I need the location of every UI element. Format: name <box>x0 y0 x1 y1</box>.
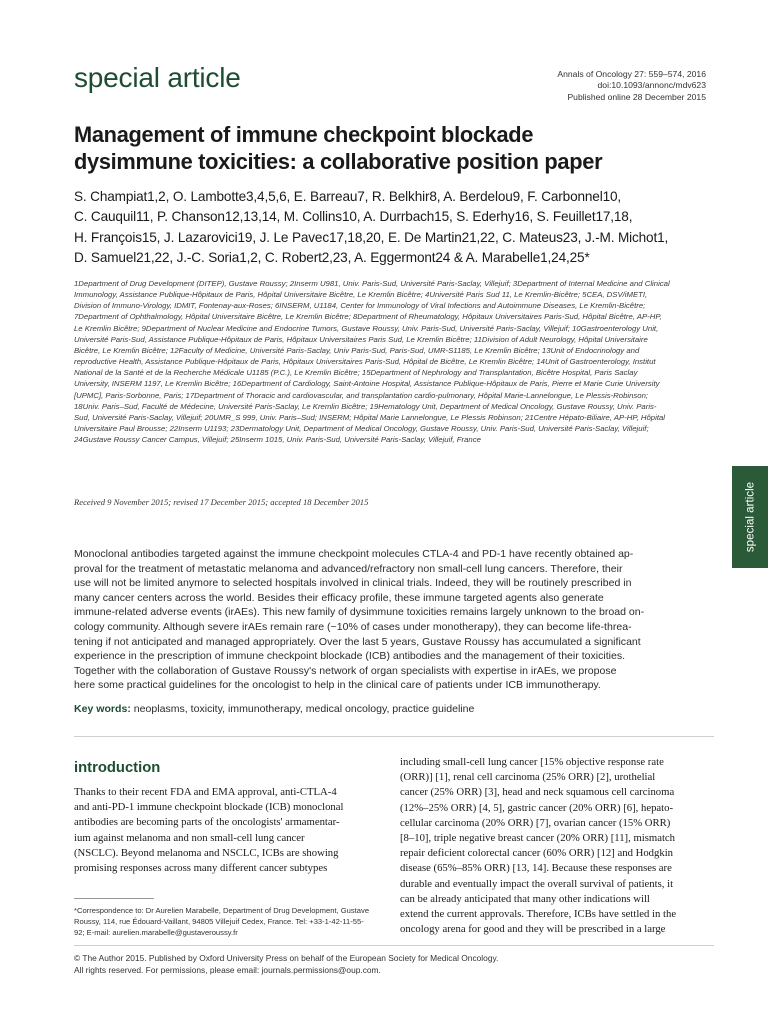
body-line: (ORR)] [1], renal cell carcinoma (25% ORR) [2], urothelial <box>400 771 656 784</box>
affiliation-line: Sud, Université Paris-Saclay, Villejuif; 20UMR_S 999, Univ. Paris–Sud; INSERM; Hôpital Marie Lannelongue, Le Plessis Robinson; 21Centre Hépato-Biliaire, AP-HP, Hôpital <box>74 412 666 422</box>
author-line: H. François15, J. Lazarovici19, J. Le Pavec17,18,20, E. De Martin21,22, C. Mateus23, J.-M. Michot1, <box>74 229 669 245</box>
body-line: promising responses across many different cancer subtypes <box>74 862 328 875</box>
abstract-line: tening if not anticipated and managed appropriately. Over the last 5 years, Gustave Roussy has accumulated a significant <box>74 635 641 648</box>
affiliation-line: 18Univ. Paris–Sud, Faculté de Médecine, Université Paris-Saclay, Le Kremlin Bicêtre; 19Hematology Unit, Department of Medical Oncology, Gustave Roussy, Univ. Paris- <box>74 401 657 411</box>
abstract-line: proval for the treatment of metastatic melanoma and advanced/refractory non small-cell lung cancers. Therefore, their <box>74 562 623 575</box>
body-line: extend the current approvals. Therefore, ICBs have settled in the <box>400 908 677 921</box>
keywords-label: Key words: <box>74 703 131 715</box>
body-line: (12%–25% ORR) [4, 5], gastric cancer (20% ORR) [6], hepato- <box>400 801 674 814</box>
affiliation-line: National de la Santé et de la Recherche Médicale U1185 (P.C.), Le Kremlin Bicêtre; 15Department of Nephrology and Transplantation, Bicêtre Hospital, Paris Saclay <box>74 368 638 378</box>
affiliation-line: [UPMC], Paris-Sorbonne, Paris; 17Department of Thoracic and cardiovascular, and transplantation cardio-pulmonary, Hôpital Marie-Lannelongue, Le Plessis-Robinson; <box>74 390 649 400</box>
footnote-line: *Correspondence to: Dr Aurelien Marabelle, Department of Drug Development, Gustave <box>74 906 370 915</box>
footnote-divider <box>74 898 154 899</box>
affiliation-line: University, INSERM 1197, Le Kremlin Bicêtre; 16Department of Cardiology, Saint-Antoine Hospital, Assistance Publique-Hôpitaux de Paris, Pierre et Marie Curie University <box>74 379 660 389</box>
abstract-line: immune-related adverse events (irAEs). This new family of dysimmune toxicities remains largely unknown to the broad on- <box>74 606 645 619</box>
affiliation-line: Bicêtre, Le Kremlin Bicêtre; 12Faculty of Medicine, Université Paris-Saclay, Univ Paris-Sud, Paris-Sud, UMR-S1185, Le Kremlin Bicêtre; 13Unit of Endocrinology and <box>74 345 640 355</box>
received-dates: Received 9 November 2015; revised 17 December 2015; accepted 18 December 2015 <box>74 497 369 507</box>
affiliation-line: Immunology, Assistance Publique-Hôpitaux de Paris, Hôpital Universitaire Bicêtre, Le Kremlin Bicêtre; 4Université Paris Sud 11, Le Kremlin-Bicêtre; 5CEA, DSV/iMETI, <box>74 290 648 300</box>
side-tab-label: special article <box>743 481 757 553</box>
footnote-line: 92; E-mail: aurelien.marabelle@gustaveroussy.fr <box>74 928 238 938</box>
copyright-notice <box>74 952 714 977</box>
body-column-left <box>74 785 382 876</box>
abstract-line: use will not be limited anymore to selected hospitals involved in clinical trials. Indeed, they will be routinely prescribed in <box>74 577 632 590</box>
affiliation-line: reproductive Health, Assistance Publique-Hôpitaux de Paris, Hôpitaux Universitaires Paris-Sud, Hôpital de Bicêtre, Le Kremlin Bicêtre; 14Unit of Gastroenterology, Institut <box>74 357 656 367</box>
footer-divider <box>74 945 714 946</box>
abstract-line: experience in the prescription of immune checkpoint blockade (ICB) antibodies and the management of their toxicities. <box>74 650 626 663</box>
body-line: [8–10], triple negative breast cancer (20% ORR) [11], mismatch <box>400 832 676 845</box>
author-line: C. Cauquil11, P. Chanson12,13,14, M. Collins10, A. Durrbach15, S. Ederhy16, S. Feuillet17,18, <box>74 209 633 225</box>
body-line: including small-cell lung cancer [15% objective response rate <box>400 756 664 768</box>
author-line: S. Champiat1,2, O. Lambotte3,4,5,6, E. Barreau7, R. Belkhir8, A. Berdelou9, F. Carbonnel10, <box>74 189 622 204</box>
correspondence-footnote <box>74 905 382 939</box>
affiliation-line: 1Department of Drug Development (DITEP), Gustave Roussy; 2Inserm U981, Univ. Paris-Sud, Université Paris-Saclay, Villejuif; 3Department of Internal Medicine and Clinical <box>74 279 670 288</box>
body-line: cancer (25% ORR) [3], head and neck squamous cell carcinoma <box>400 786 675 799</box>
body-line: ium against melanoma and non small-cell lung cancer <box>74 831 305 844</box>
side-tab <box>732 466 768 568</box>
body-line: oncology arena for good and they will be prescribed in a large <box>400 923 666 936</box>
abstract <box>74 547 714 693</box>
author-line: D. Samuel21,22, J.-C. Soria1,2, C. Robert2,23, A. Eggermont24 & A. Marabelle1,24,25* <box>74 249 590 265</box>
article-title <box>74 121 694 175</box>
affiliation-line: Le Kremlin Bicêtre; 9Department of Nuclear Medicine and Endocrine Tumors, Gustave Roussy, Univ. Paris-Sud, Université Paris-Saclay, Villejuif; 10Gastroenterology Unit, <box>74 323 659 333</box>
journal-citation: Annals of Oncology 27: 559–574, 2016 <box>557 69 706 79</box>
abstract-line: Together with the collaboration of Gustave Roussy's network of organ specialists with expertise in irAEs, we propose <box>74 664 617 677</box>
copyright-line: © The Author 2015. Published by Oxford University Press on behalf of the European Society for Medical Oncology. <box>74 953 499 963</box>
body-column-right <box>400 755 714 937</box>
abstract-line: Monoclonal antibodies targeted against the immune checkpoint molecules CTLA-4 and PD-1 have recently obtained ap- <box>74 548 634 560</box>
author-list <box>74 187 714 268</box>
section-label: special article <box>74 62 241 93</box>
abstract-line: cology community. Although severe irAEs remain rare (~10% of cases under monotherapy), they can become life-threa- <box>74 620 632 633</box>
affiliation-line: Division of Immuno-Virology, IDMIT, Fontenay-aux-Roses; 6INSERM, U1184, Center for Immunology of Viral Infections and Autoimmune Diseases, Le Kremlin-Bicêtre; <box>74 301 646 311</box>
body-line: can be already anticipated that many other indications will <box>400 892 650 905</box>
body-line: Thanks to their recent FDA and EMA approval, anti-CTLA-4 <box>74 786 337 798</box>
body-line: (NSCLC). Beyond melanoma and NSCLC, ICBs are showing <box>74 846 339 859</box>
abstract-line: here some practical guidelines for the oncologist to help in the clinical care of patients under ICB immunotherapy. <box>74 679 601 692</box>
section-heading-introduction: introduction <box>74 760 161 776</box>
affiliation-line: Universitaire Paul Brousse; 22Inserm U1193; 23Dermatology Unit, Department of Medical Oncology, Gustave Roussy, Univ. Paris-Sud, Université Paris-Saclay, Villejuif; <box>74 424 649 434</box>
body-line: cellular carcinoma (20% ORR) [7], ovarian cancer (15% ORR) <box>400 816 671 829</box>
copyright-line: All rights reserved. For permissions, please email: journals.permissions@oup.com. <box>74 965 381 976</box>
published-date: Published online 28 December 2015 <box>567 91 706 102</box>
body-line: durable and eventually impact the overall survival of patients, it <box>400 877 674 890</box>
affiliations <box>74 278 712 445</box>
title-line: dysimmune toxicities: a collaborative position paper <box>74 149 603 174</box>
body-line: antibodies are becoming parts of the oncologists' armamentar- <box>74 816 340 829</box>
divider <box>74 736 714 737</box>
keywords-text: neoplasms, toxicity, immunotherapy, medical oncology, practice guideline <box>130 703 475 715</box>
footnote-line: Roussy, 114, rue Édouard-Vaillant, 94805 Villejuif Cedex, France. Tel: +33-1-42-11-55- <box>74 917 364 927</box>
body-line: repair deficient colorectal cancer (60% ORR) [12] and Hodgkin <box>400 847 674 860</box>
journal-info <box>557 69 706 103</box>
affiliation-line: 24Gustave Roussy Cancer Campus, Villejuif; 25Inserm 1015, Univ. Paris-Sud, Université Paris-Saclay, Villejuif, France <box>74 435 481 445</box>
body-line: and anti-PD-1 immune checkpoint blockade (ICB) monoclonal <box>74 801 344 814</box>
affiliation-line: 7Department of Ophthalmology, Hôpital Universitaire Bicêtre, Le Kremlin Bicêtre; 8Department of Rheumatology, Hôpitaux Universitaires Paris-Sud, Hôpital Bicêtre, AP-HP, <box>74 312 662 322</box>
body-line: disease (65%–85% ORR) [13, 14]. Because these responses are <box>400 862 672 875</box>
title-line: Management of immune checkpoint blockade <box>74 122 534 147</box>
abstract-line: many cancer centers across the world. Besides their efficacy profile, these immune targeted agents also generate <box>74 591 604 604</box>
affiliation-line: Université Paris-Sud, Assistance Publique-Hôpitaux de Paris, Hôpitaux Universitaires Paris Sud, Le Kremlin Bicêtre; 11Division of Adult Neurology, Hôpital Universitaire <box>74 334 648 344</box>
doi-link[interactable]: doi:10.1093/annonc/mdv623 <box>597 80 706 91</box>
keywords <box>74 703 474 715</box>
